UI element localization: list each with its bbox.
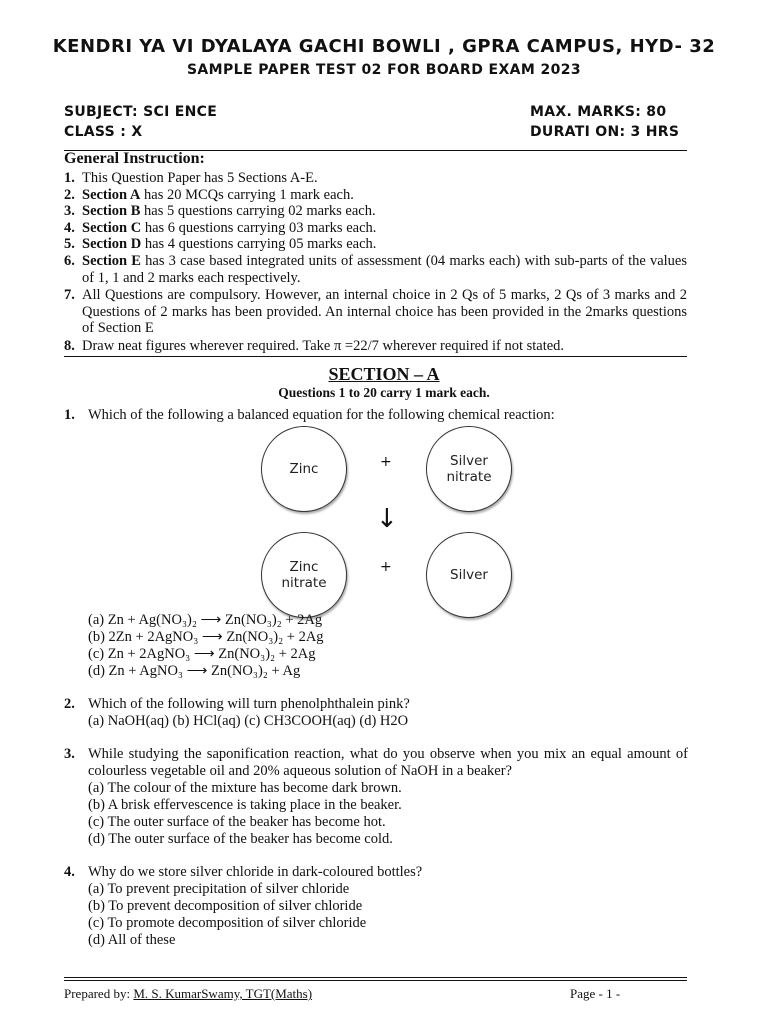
silver-nitrate-circle [426, 426, 512, 512]
silver-nitrate-label-1: Silver [450, 453, 488, 469]
instruction-item [64, 287, 687, 337]
question-text: While studying the saponification reaction, what do you observe when you mix an equal amount of colourless vegetable oil and 20% aqueous solution of NaOH in a beaker? [88, 746, 688, 779]
zinc-label: Zinc [289, 461, 319, 477]
instruction-item [64, 220, 687, 237]
option: (d) The outer surface of the beaker has become cold. [88, 831, 393, 847]
instructions-title: General Instruction: [64, 150, 205, 167]
footer-divider [64, 980, 687, 981]
option: (b) To prevent decomposition of silver chloride [88, 898, 363, 914]
zinc-nitrate-label-2: nitrate [281, 575, 327, 591]
page-number: Page - 1 - [570, 986, 621, 1001]
prepared-label: Prepared by: [64, 986, 134, 1001]
instruction-bold: Section A [82, 187, 141, 203]
instruction-text: has 4 questions carrying 05 marks each. [141, 236, 377, 252]
instruction-num: 4. [64, 220, 75, 236]
instruction-num: 6. [64, 253, 75, 269]
reaction-arrow-icon: ↓ [376, 504, 398, 534]
option: (a) The colour of the mixture has become dark brown. [88, 780, 402, 796]
option: (d) All of these [88, 932, 176, 948]
option: (a) Zn + Ag(NO₃)₂ ⟶ Zn(NO₃)₂ + 2Ag [88, 612, 323, 628]
option: (a) To prevent precipitation of silver chloride [88, 881, 350, 897]
plus-sign: + [380, 559, 392, 575]
instructions-divider [64, 356, 687, 357]
plus-sign: + [380, 454, 392, 470]
paper-title: SAMPLE PAPER TEST 02 FOR BOARD EXAM 2023 [186, 62, 582, 78]
instruction-item [64, 338, 687, 355]
question-number: 4. [64, 864, 75, 880]
instruction-item [64, 253, 687, 286]
prepared-by [64, 986, 312, 1002]
zinc-circle [261, 426, 347, 512]
option: (a) NaOH(aq) (b) HCl(aq) (c) CH3COOH(aq) (d) H2O [88, 713, 409, 729]
instruction-item [64, 236, 687, 253]
school-name: KENDRI YA VI DYALAYA GACHI BOWLI , GPRA CAMPUS, HYD- 32 [52, 36, 716, 57]
instruction-num: 3. [64, 203, 75, 219]
duration-label: DURATI ON: 3 HRS [530, 124, 680, 140]
zinc-nitrate-circle [261, 532, 347, 618]
silver-label: Silver [450, 567, 488, 583]
silver-circle [426, 532, 512, 618]
instruction-bold: Section D [82, 236, 142, 252]
instruction-text: has 5 questions carrying 02 marks each. [140, 203, 376, 219]
instruction-item [64, 203, 687, 220]
question-number: 3. [64, 746, 75, 762]
instruction-text: All Questions are compulsory. However, an internal choice in 2 Qs of 5 marks, 2 Qs of 3 marks and 2 Questions of 2 marks has been provided. An internal choice has been provided in the 2marks questions of Section E [82, 287, 687, 336]
instruction-text: Draw neat figures wherever required. Take π =22/7 wherever required if not stated. [82, 338, 565, 354]
instruction-num: 5. [64, 236, 75, 252]
section-subtitle: Questions 1 to 20 carry 1 mark each. [278, 385, 490, 400]
option: (d) Zn + AgNO₃ ⟶ Zn(NO₃)₂ + Ag [88, 663, 301, 679]
author-name: M. S. KumarSwamy, TGT(Maths) [133, 986, 313, 1001]
instruction-text: has 3 case based integrated units of assessment (04 marks each) with sub-parts of the values of 1, 1 and 2 marks each respectively. [82, 253, 688, 286]
zinc-nitrate-label-1: Zinc [289, 559, 319, 575]
instruction-text: has 20 MCQs carrying 1 mark each. [140, 187, 354, 203]
option: (c) To promote decomposition of silver chloride [88, 915, 367, 931]
question-text: Why do we store silver chloride in dark-coloured bottles? [88, 864, 423, 880]
subject-label: SUBJECT: SCI ENCE [64, 104, 218, 120]
instruction-num: 1. [64, 170, 75, 186]
max-marks-label: MAX. MARKS: 80 [530, 104, 667, 120]
instruction-text: This Question Paper has 5 Sections A-E. [82, 170, 318, 186]
question-number: 1. [64, 407, 75, 423]
question-number: 2. [64, 696, 75, 712]
option: (c) The outer surface of the beaker has become hot. [88, 814, 386, 830]
instruction-bold: Section E [82, 253, 141, 269]
silver-nitrate-label-2: nitrate [446, 469, 492, 485]
section-title: SECTION – A [328, 364, 440, 384]
option: (c) Zn + 2AgNO₃ ⟶ Zn(NO₃)₂ + 2Ag [88, 646, 316, 662]
instruction-num: 7. [64, 287, 75, 303]
instruction-item [64, 170, 687, 187]
question-text: Which of the following will turn phenolphthalein pink? [88, 696, 410, 712]
instruction-item [64, 187, 687, 204]
question-text: Which of the following a balanced equation for the following chemical reaction: [88, 407, 555, 423]
instruction-num: 8. [64, 338, 75, 354]
instruction-bold: Section C [82, 220, 142, 236]
instruction-num: 2. [64, 187, 75, 203]
class-label: CLASS : X [64, 124, 143, 140]
footer-divider [64, 977, 687, 978]
instruction-bold: Section B [82, 203, 141, 219]
option: (b) 2Zn + 2AgNO₃ ⟶ Zn(NO₃)₂ + 2Ag [88, 629, 324, 645]
option: (b) A brisk effervescence is taking place in the beaker. [88, 797, 402, 813]
instruction-text: has 6 questions carrying 03 marks each. [141, 220, 377, 236]
